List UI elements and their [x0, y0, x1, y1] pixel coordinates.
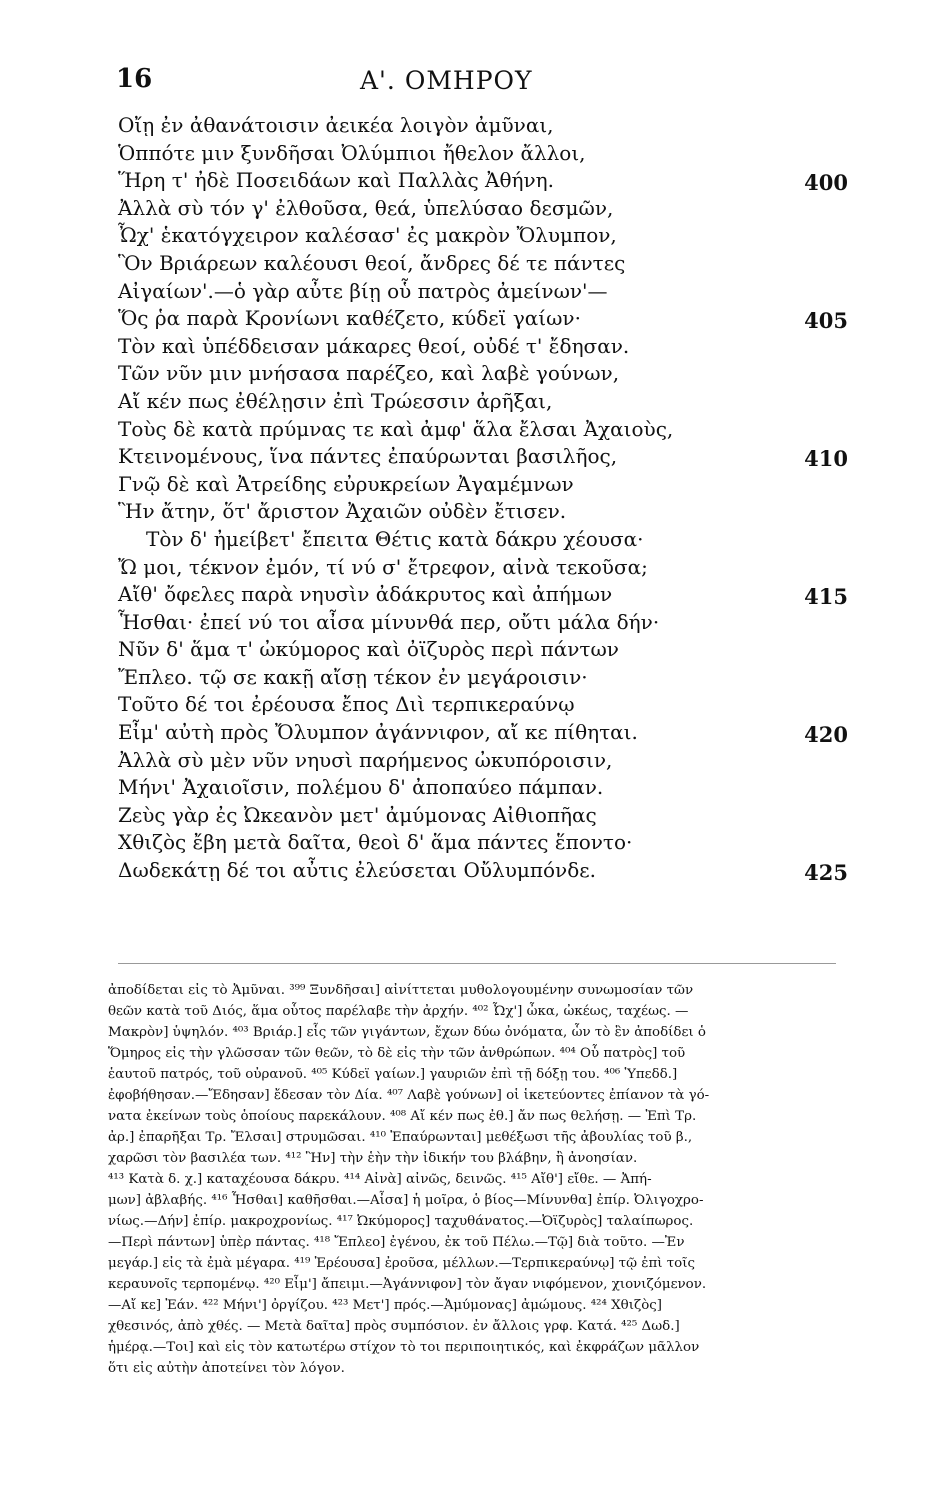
- verse-text: Ἀλλὰ σὺ τόν γ' ἐλθοῦσα, θεά, ὑπελύσαο δεσμῶν,: [118, 195, 614, 220]
- verse-line: [118, 471, 858, 499]
- footnote-line: ἀποδίδεται εἰς τὸ Ἀμῦναι. ³⁹⁹ Ξυνδῆσαι] αἰνίττεται μυθολογουμένην συνωμοσίαν τῶν: [108, 983, 694, 998]
- verse-text: Ἥρη τ' ἠδὲ Ποσειδάων καὶ Παλλὰς Ἀθήνη.: [118, 168, 555, 193]
- verse-text: Ὦχ' ἑκατόγχειρον καλέσασ' ἐς μακρὸν Ὄλυμπον,: [118, 223, 617, 248]
- verse-text: Κτεινομένους, ἵνα πάντες ἐπαύρωνται βασιλῆος,: [118, 444, 618, 469]
- verse-line: [118, 360, 858, 388]
- line-number: 425: [804, 860, 848, 886]
- verse-text: Εἶμ' αὐτὴ πρὸς Ὄλυμπον ἀγάννιφον, αἴ κε πίθηται.: [118, 720, 638, 745]
- verse-line: [118, 554, 858, 582]
- footnote-line: —Περὶ πάντων] ὑπὲρ πάντας. ⁴¹⁸ Ἔπλεο] ἐγένου, ἐκ τοῦ Πέλω.—Τῷ] διὰ τοῦτο. —Ἐν: [108, 1235, 685, 1250]
- verse-text: Ὅς ῥα παρὰ Κρονίωνι καθέζετο, κύδεϊ γαίων·: [118, 306, 581, 331]
- verse-text: Αἴθ' ὄφελες παρὰ νηυσὶν ἀδάκρυτος καὶ ἀπήμων: [118, 582, 613, 607]
- verse-text: Τὸν καὶ ὑπέδδεισαν μάκαρες θεοί, οὐδέ τ' ἔδησαν.: [118, 333, 630, 358]
- footnote-line: ⁴¹³ Κατὰ δ. χ.] καταχέουσα δάκρυ. ⁴¹⁴ Αἰνὰ] αἰνῶς, δεινῶς. ⁴¹⁵ Αἴθ'] εἴθε. — Ἀπή-: [108, 1172, 652, 1187]
- verse-line: [118, 278, 858, 306]
- verse-text: Ἧσθαι· ἐπεί νύ τοι αἶσα μίνυνθά περ, οὔτι μάλα δήν·: [118, 609, 660, 634]
- verse-text: Ἀλλὰ σὺ μὲν νῦν νηυσὶ παρήμενος ὠκυπόροισιν,: [118, 747, 613, 772]
- line-number: 405: [804, 308, 848, 334]
- line-number: 420: [804, 722, 848, 748]
- verse-text: Γνῷ δὲ καὶ Ἀτρείδης εὐρυκρείων Ἀγαμέμνων: [118, 471, 574, 496]
- footnote-line: νατα ἐκείνων τοὺς ὁποίους παρεκάλουν. ⁴⁰⁸ Αἴ κέν πως ἐθ.] ἄν πως θελήσῃ. — Ἐπὶ Τρ.: [108, 1109, 697, 1124]
- verse-line: [118, 747, 858, 775]
- footnote-line: ὅτι εἰς αὐτὴν ἀποτείνει τὸν λόγον.: [108, 1361, 345, 1376]
- verse-text: Τοῦτο δέ τοι ἐρέουσα ἔπος Διὶ τερπικεραύνῳ: [118, 692, 575, 717]
- line-number: 400: [804, 170, 848, 196]
- verse-text: Τῶν νῦν μιν μνήσασα παρέζεο, καὶ λαβὲ γούνων,: [118, 361, 620, 386]
- verse-line: [118, 719, 858, 747]
- verse-text: Νῦν δ' ἅμα τ' ὠκύμορος καὶ ὀϊζυρὸς περὶ πάντων: [118, 637, 619, 662]
- page-number: 16: [116, 64, 153, 94]
- verse-line: [118, 526, 858, 554]
- verse-text: Ἣν ἄτην, ὅτ' ἄριστον Ἀχαιῶν οὐδὲν ἔτισεν.: [118, 499, 567, 524]
- footnote-line: μεγάρ.] εἰς τὰ ἐμὰ μέγαρα. ⁴¹⁹ Ἐρέουσα] ἐροῦσα, μέλλων.—Τερπικεραύνῳ] τῷ ἐπὶ τοῖς: [108, 1256, 695, 1271]
- verse-text: Αἰγαίων'.—ὁ γὰρ αὖτε βίῃ οὗ πατρὸς ἀμείνων'—: [118, 278, 608, 303]
- verse-line: [118, 691, 858, 719]
- footnote-line: νίως.—Δήν] ἐπίρ. μακροχρονίως. ⁴¹⁷ Ὠκύμορος] ταχυθάνατος.—Ὀϊζυρὸς] ταλαίπωρος.: [108, 1214, 694, 1229]
- running-head: Α'. ΟΜΗΡΟΥ: [360, 66, 533, 95]
- verse-text: Ὁππότε μιν ξυνδῆσαι Ὀλύμπιοι ἤθελον ἄλλοι,: [118, 140, 586, 165]
- verse-line: [118, 112, 858, 140]
- verse-line: [118, 609, 858, 637]
- footnote-line: μων] ἀβλαβής. ⁴¹⁶ Ἧσθαι] καθῆσθαι.—Αἶσα] ἡ μοῖρα, ὁ βίος—Μίνυνθα] ἐπίρ. Ὀλιγοχρο-: [108, 1193, 704, 1208]
- verse-text: Οἴῃ ἐν ἀθανάτοισιν ἀεικέα λοιγὸν ἀμῦναι,: [118, 113, 554, 137]
- verse-line: [118, 443, 858, 471]
- footnote-line: ἐφοβήθησαν.—Ἔδησαν] ἔδεσαν τὸν Δία. ⁴⁰⁷ Λαβὲ γούνων] οἱ ἱκετεύοντες ἐπίανον τὰ γό-: [108, 1088, 710, 1103]
- footnote-line: ἡμέρᾳ.—Τοι] καὶ εἰς τὸν κατωτέρω στίχον τὸ τοι περιποιητικός, καὶ ἐκφράζων μᾶλλον: [108, 1340, 700, 1355]
- footnote-line: θεῶν κατὰ τοῦ Διός, ἅμα οὗτος παρέλαβε τὴν ἀρχήν. ⁴⁰² Ὦχ'] ὦκα, ὠκέως, ταχέως. —: [108, 1004, 689, 1019]
- verse-text: Ἔπλεο. τῷ σε κακῇ αἴσῃ τέκον ἐν μεγάροισιν·: [118, 664, 588, 689]
- verse-text: Τοὺς δὲ κατὰ πρύμνας τε καὶ ἀμφ' ἅλα ἔλσαι Ἀχαιοὺς,: [118, 416, 674, 441]
- verse-text: Τὸν δ' ἠμείβετ' ἔπειτα Θέτις κατὰ δάκρυ χέουσα·: [146, 526, 644, 551]
- verse-line: [118, 140, 858, 168]
- verse-line: [118, 664, 858, 692]
- verse-line: [118, 305, 858, 333]
- verse-line: [118, 774, 858, 802]
- verse-line: [118, 388, 858, 416]
- footnote-line: χθεσινός, ἀπὸ χθές. — Μετὰ δαῖτα] πρὸς συμπόσιον. ἐν ἄλλοις γρφ. Κατά. ⁴²⁵ Δωδ.]: [108, 1319, 680, 1334]
- verse-line: [118, 802, 858, 830]
- footnote-divider: [118, 963, 836, 964]
- verse-line: [118, 333, 858, 361]
- verse-line: [118, 167, 858, 195]
- verse-text: Χθιζὸς ἔβη μετὰ δαῖτα, θεοὶ δ' ἅμα πάντες ἕποντο·: [118, 830, 633, 855]
- footnote-line: χαρῶσι τὸν βασιλέα των. ⁴¹² Ἣν] τὴν ἑὴν τὴν ἰδικήν του βλάβην, ἢ ἀνοησίαν.: [108, 1151, 638, 1166]
- verse-line: [118, 195, 858, 223]
- verse-line: [118, 581, 858, 609]
- verse-text: Δωδεκάτῃ δέ τοι αὖτις ἐλεύσεται Οὔλυμπόνδε.: [118, 858, 596, 883]
- verse-line: [118, 222, 858, 250]
- verse-text: Ὃν Βριάρεων καλέουσι θεοί, ἄνδρες δέ τε πάντες: [118, 250, 626, 275]
- verse-line: [118, 829, 858, 857]
- verse-line: [118, 416, 858, 444]
- verse-text: Ὤ μοι, τέκνον ἐμόν, τί νύ σ' ἔτρεφον, αἰνὰ τεκοῦσα;: [118, 554, 648, 579]
- verse-line: [118, 250, 858, 278]
- footnote-line: ἀρ.] ἐπαρῆξαι Τρ. Ἔλσαι] στρυμῶσαι. ⁴¹⁰ Ἐπαύρωνται] μεθέξωσι τῆς ἀβουλίας τοῦ β.,: [108, 1130, 693, 1145]
- verse-text: Ζεὺς γὰρ ἐς Ὠκεανὸν μετ' ἀμύμονας Αἰθιοπῆας: [118, 802, 597, 827]
- verse-block: [118, 112, 858, 885]
- footnote-line: κεραυνοῖς τερπομένῳ. ⁴²⁰ Εἶμ'] ἄπειμι.—Ἀγάννιφον] τὸν ἄγαν νιφόμενον, χιονιζόμενον.: [108, 1277, 707, 1292]
- footnote-line: ἑαυτοῦ πατρός, τοῦ οὐρανοῦ. ⁴⁰⁵ Κύδεϊ γαίων.] γαυριῶν ἐπὶ τῇ δόξῃ του. ⁴⁰⁶ Ὑπεδδ.]: [108, 1067, 678, 1082]
- verse-text: Αἴ κέν πως ἐθέλῃσιν ἐπὶ Τρώεσσιν ἀρῆξαι,: [118, 388, 553, 413]
- line-number: 410: [804, 446, 848, 472]
- footnote-line: Μακρὸν] ὑψηλόν. ⁴⁰³ Βριάρ.] εἷς τῶν γιγάντων, ἔχων δύω ὀνόματα, ὧν τὸ ἓν ἀποδίδει ὁ: [108, 1025, 706, 1040]
- verse-line: [118, 498, 858, 526]
- footnotes: [108, 980, 850, 1379]
- verse-text: Μήνι' Ἀχαιοῖσιν, πολέμου δ' ἀποπαύεο πάμπαν.: [118, 775, 604, 800]
- verse-line: [118, 636, 858, 664]
- footnote-line: Ὅμηρος εἰς τὴν γλῶσσαν τῶν θεῶν, τὸ δὲ εἰς τὴν τῶν ἀνθρώπων. ⁴⁰⁴ Οὗ πατρὸς] τοῦ: [108, 1046, 686, 1061]
- verse-line: [118, 857, 858, 885]
- footnote-line: —Αἴ κε] Ἐάν. ⁴²² Μήνι'] ὀργίζου. ⁴²³ Μετ'] πρός.—Ἀμύμονας] ἀμώμους. ⁴²⁴ Χθιζὸς]: [108, 1298, 663, 1313]
- line-number: 415: [804, 584, 848, 610]
